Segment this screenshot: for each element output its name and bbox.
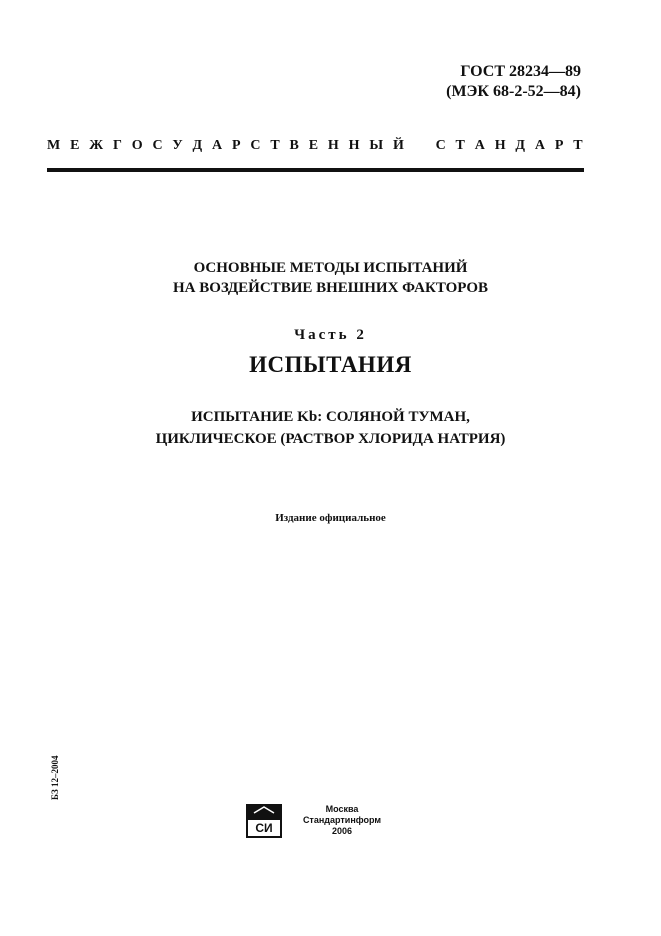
banner-letter: У	[172, 138, 183, 153]
banner-letter: Д	[192, 138, 203, 153]
publisher-block	[246, 804, 406, 840]
title-line-2: НА ВОЗДЕЙСТВИЕ ВНЕШНИХ ФАКТОРОВ	[172, 280, 489, 296]
standartinform-logo-icon	[246, 804, 282, 838]
banner-letter: Н	[348, 138, 360, 153]
section-title: ИСПЫТАНИЯ	[249, 352, 412, 377]
iec-code: (МЭК 68-2-52—84)	[446, 83, 581, 100]
banner-letter: Ж	[89, 138, 104, 153]
edition-label: Издание официальное	[275, 512, 386, 524]
publisher-year: 2006	[331, 826, 353, 836]
interstate-standard-banner	[47, 138, 583, 154]
banner-letter: Г	[112, 138, 122, 153]
publisher-text	[296, 804, 388, 837]
document-code	[446, 62, 581, 102]
banner-word-gap	[414, 138, 426, 154]
title-line-1: ОСНОВНЫЕ МЕТОДЫ ИСПЫТАНИЙ	[193, 260, 468, 276]
banner-letter: Н	[494, 138, 506, 153]
gost-code: ГОСТ 28234—89	[460, 63, 581, 80]
standard-title	[0, 258, 661, 298]
test-subtitle	[0, 406, 661, 450]
banner-letter: А	[474, 138, 485, 153]
banner-letter: А	[212, 138, 223, 153]
publisher-city: Москва	[325, 804, 359, 814]
banner-letter: С	[152, 138, 163, 153]
banner-letter: Т	[455, 138, 465, 153]
banner-letter: Е	[70, 138, 80, 153]
subtitle-line-2: ЦИКЛИЧЕСКОЕ (РАСТВОР ХЛОРИДА НАТРИЯ)	[155, 431, 506, 447]
logo-text: СИ	[255, 821, 273, 835]
banner-letter: С	[250, 138, 261, 153]
subtitle-line-1: ИСПЫТАНИЕ Kb: СОЛЯНОЙ ТУМАН,	[191, 409, 470, 425]
banner-letter: Е	[308, 138, 319, 153]
side-registration-code: БЗ 12–2004	[50, 755, 60, 800]
banner-letter: Р	[554, 138, 564, 153]
part-label: Часть 2	[294, 327, 367, 343]
banner-letter: Т	[573, 138, 583, 153]
banner-letter: В	[289, 138, 299, 153]
banner-letter: А	[534, 138, 546, 153]
banner-letter: Р	[231, 138, 241, 153]
banner-letter: Т	[270, 138, 280, 153]
banner-letter: О	[131, 138, 143, 153]
banner-letter: Й	[392, 138, 404, 153]
banner-letter: М	[47, 138, 61, 153]
banner-letter: Д	[515, 138, 526, 153]
banner-letter: С	[435, 138, 446, 153]
banner-letter: Ы	[369, 138, 384, 153]
header-rule	[47, 168, 584, 172]
banner-letter: Н	[327, 138, 339, 153]
publisher-name: Стандартинформ	[302, 815, 382, 825]
